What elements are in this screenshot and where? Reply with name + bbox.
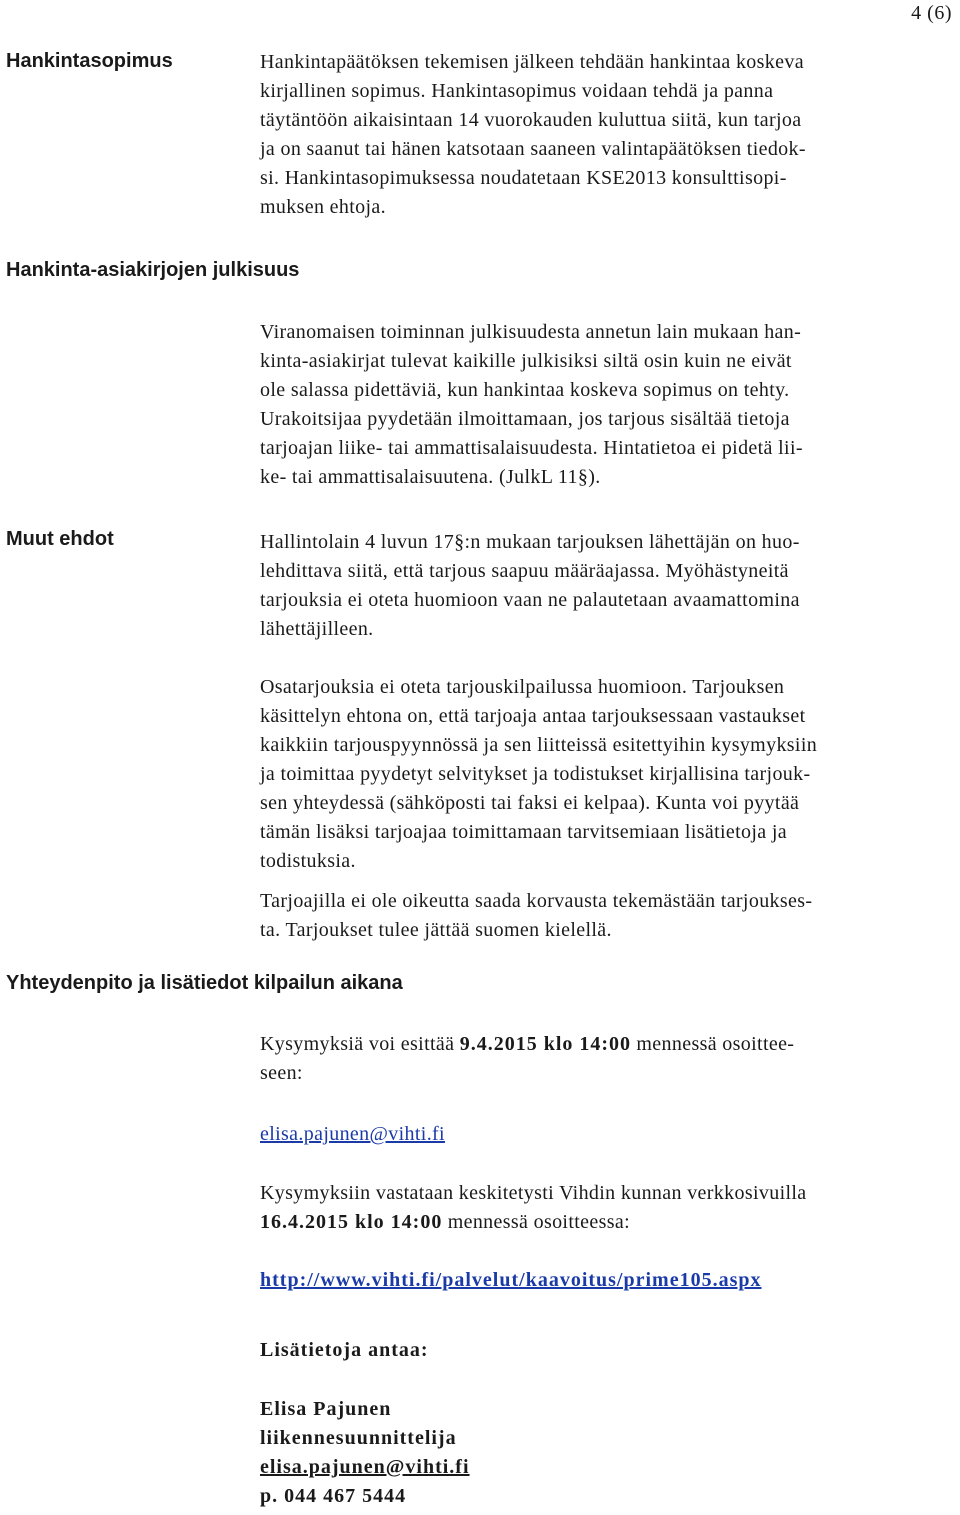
page-number: 4 (6) <box>911 2 952 24</box>
answers-line-2 <box>260 1208 630 1237</box>
contact-phone: p. 044 467 5444 <box>260 1485 407 1507</box>
questions-email-link[interactable]: elisa.pajunen@vihti.fi <box>260 1123 445 1145</box>
heading-muut-ehdot: Muut ehdot <box>6 528 114 550</box>
url-line <box>260 1266 762 1295</box>
questions-line-2: seen: <box>260 1062 303 1084</box>
contact-email-link[interactable]: elisa.pajunen@vihti.fi <box>260 1456 470 1478</box>
questions-line <box>260 1030 794 1059</box>
heading-yhteydenpito: Yhteydenpito ja lisätiedot kilpailun aikana <box>6 972 403 994</box>
answers-line-1: Kysymyksiin vastataan keskitetysti Vihdin kunnan verkkosivuilla <box>260 1182 807 1204</box>
questions-email-line <box>260 1120 445 1149</box>
hankintasopimus-text: Hankintapäätöksen tekemisen jälkeen tehdään hankintaa koskeva kirjallinen sopimus. Hankintasopimus voidaan tehdä ja panna täytäntöön aikaisintaan 14 vuorokauden kuluttua siitä, kun tarjoa ja on saanut tai hänen katsotaan saaneen valintapäätöksen tiedok- si. Hankintasopimuksessa noudatetaan KSE2013 konsulttisopi- muksen ehtoja. <box>260 51 806 218</box>
contact-title: liikennesuunnittelija <box>260 1427 457 1449</box>
website-url-link[interactable]: http://www.vihti.fi/palvelut/kaavoitus/prime105.aspx <box>260 1269 762 1291</box>
info-label: Lisätietoja antaa: <box>260 1339 429 1361</box>
answers-suffix: mennessä osoitteessa: <box>442 1211 631 1233</box>
muut-ehdot-paragraph-3: Tarjoajilla ei ole oikeutta saada korvausta tekemästään tarjoukses- ta. Tarjoukset tulee jättää suomen kielellä. <box>260 890 813 941</box>
muut-ehdot-paragraph-2: Osatarjouksia ei oteta tarjouskilpailussa huomioon. Tarjouksen käsittelyn ehtona on, että tarjoaja antaa tarjouksessaan vastaukset kaikkiin tarjouspyynnössä ja sen liitteissä esitettyihin kysymyksiin ja toimittaa pyydetyt selvitykset ja todistukset kirjallisina tarjouk- sen yhteydessä (sähköposti tai faksi ei kelpaa). Kunta voi pyytää tämän lisäksi tarjoajaa toimittamaan tarvitsemiaan lisätietoja ja todistuksia. <box>260 676 818 872</box>
muut-ehdot-paragraph-1: Hallintolain 4 luvun 17§:n mukaan tarjouksen lähettäjän on huo- lehdittava siitä, että tarjous saapuu määräajassa. Myöhästyneitä tarjouksia ei oteta huomioon vaan ne palautetaan avaamattomina lähettäjilleen. <box>260 531 800 640</box>
answers-deadline: 16.4.2015 klo 14:00 <box>260 1211 443 1233</box>
contact-email-line <box>260 1453 470 1482</box>
heading-hankintasopimus: Hankintasopimus <box>6 50 173 72</box>
questions-prefix: Kysymyksiä voi esittää <box>260 1033 460 1055</box>
questions-deadline: 9.4.2015 klo 14:00 <box>459 1033 632 1055</box>
contact-name: Elisa Pajunen <box>260 1398 392 1420</box>
julkisuus-text: Viranomaisen toiminnan julkisuudesta annetun lain mukaan han- kinta-asiakirjat tulevat kaikille julkisiksi siltä osin kuin ne eivät ole salassa pidettäviä, kun hankintaa koskeva sopimus on tehty. Urakoitsijaa pyydetään ilmoittamaan, jos tarjous sisältää tietoja tarjoajan liike- tai ammattisalaisuudesta. Hintatietoa ei pidetä lii- ke- tai ammattisalaisuutena. (JulkL 11§). <box>260 321 803 488</box>
heading-julkisuus: Hankinta-asiakirjojen julkisuus <box>6 259 300 281</box>
questions-suffix: mennessä osoittee- <box>631 1033 795 1055</box>
